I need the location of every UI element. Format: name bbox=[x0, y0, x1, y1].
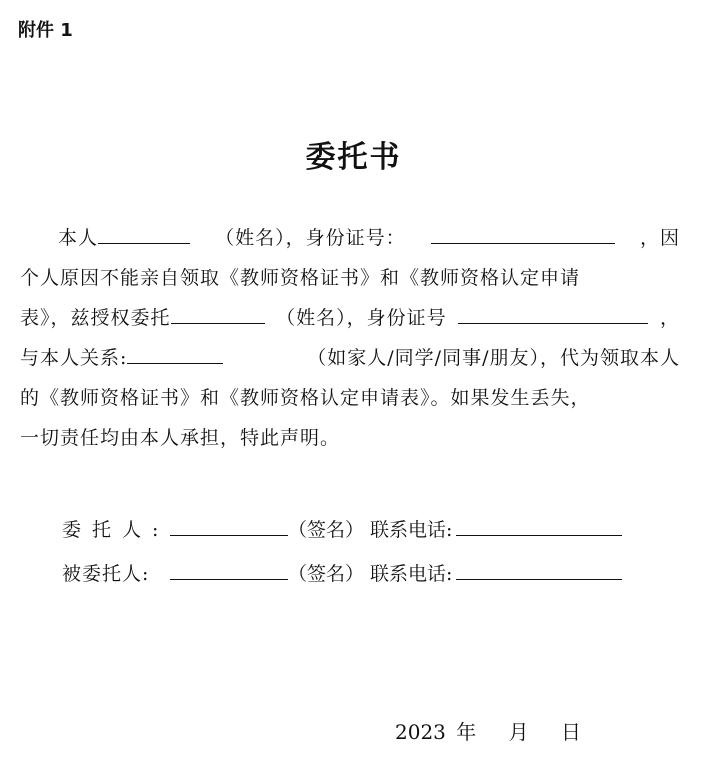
principal-signature-row bbox=[62, 508, 622, 552]
principal-phone-blank[interactable] bbox=[456, 513, 622, 536]
body-text-line5: 的《教师资格证书》和《教师资格认定申请表》。如果发生丢失， bbox=[20, 387, 591, 409]
principal-id-blank[interactable] bbox=[431, 221, 615, 244]
agent-signature-blank[interactable] bbox=[170, 557, 288, 580]
document-title: 委托书 bbox=[305, 140, 402, 175]
agent-phone-blank[interactable] bbox=[456, 557, 622, 580]
body-text-because: ，因 bbox=[639, 227, 680, 249]
body-text-authorize: 表》，兹授权委托 bbox=[20, 307, 171, 329]
date-year-unit: 年 bbox=[456, 720, 477, 744]
body-line-5 bbox=[20, 378, 680, 418]
body-line-1 bbox=[20, 218, 680, 258]
body-line-2 bbox=[20, 258, 680, 298]
signature-block bbox=[62, 508, 622, 596]
agent-id-blank[interactable] bbox=[458, 301, 648, 324]
agent-name-blank[interactable] bbox=[171, 301, 265, 324]
body-line-4 bbox=[20, 338, 680, 378]
body-text-comma: ， bbox=[659, 307, 680, 329]
date-month-unit: 月 bbox=[508, 720, 529, 744]
attachment-label: 附件 1 bbox=[18, 20, 73, 41]
agent-label: 被委托人: bbox=[62, 563, 150, 585]
body-text-line6: 一切责任均由本人承担，特此声明。 bbox=[20, 427, 341, 449]
body-text-name-id: （姓名），身份证号： bbox=[215, 227, 406, 249]
agent-signature-row bbox=[62, 552, 622, 596]
body-text-relation: 与本人关系: bbox=[20, 347, 128, 369]
body-text-relation-options: （如家人/同学/同事/朋友），代为领取本人 bbox=[307, 347, 680, 369]
body-line-6 bbox=[20, 418, 680, 458]
body-text-name-id-2: （姓名），身份证号 bbox=[276, 307, 447, 329]
principal-phone-label: 联系电话: bbox=[370, 519, 453, 541]
relationship-blank[interactable] bbox=[127, 341, 223, 364]
date-year: 2023 bbox=[395, 720, 446, 744]
principal-label: 委托人: bbox=[62, 519, 170, 541]
authorization-body bbox=[20, 218, 680, 458]
body-text-line2: 个人原因不能亲自领取《教师资格证书》和《教师资格认定申请 bbox=[20, 267, 581, 289]
date-line bbox=[395, 716, 585, 745]
agent-sign-note: （签名） bbox=[288, 563, 365, 585]
principal-sign-note: （签名） bbox=[288, 519, 365, 541]
agent-phone-label: 联系电话: bbox=[370, 563, 453, 585]
body-line-3 bbox=[20, 298, 680, 338]
principal-signature-blank[interactable] bbox=[170, 513, 288, 536]
principal-name-blank[interactable] bbox=[98, 221, 190, 244]
date-day-unit: 日 bbox=[560, 720, 581, 744]
body-text-self: 本人 bbox=[58, 227, 99, 249]
